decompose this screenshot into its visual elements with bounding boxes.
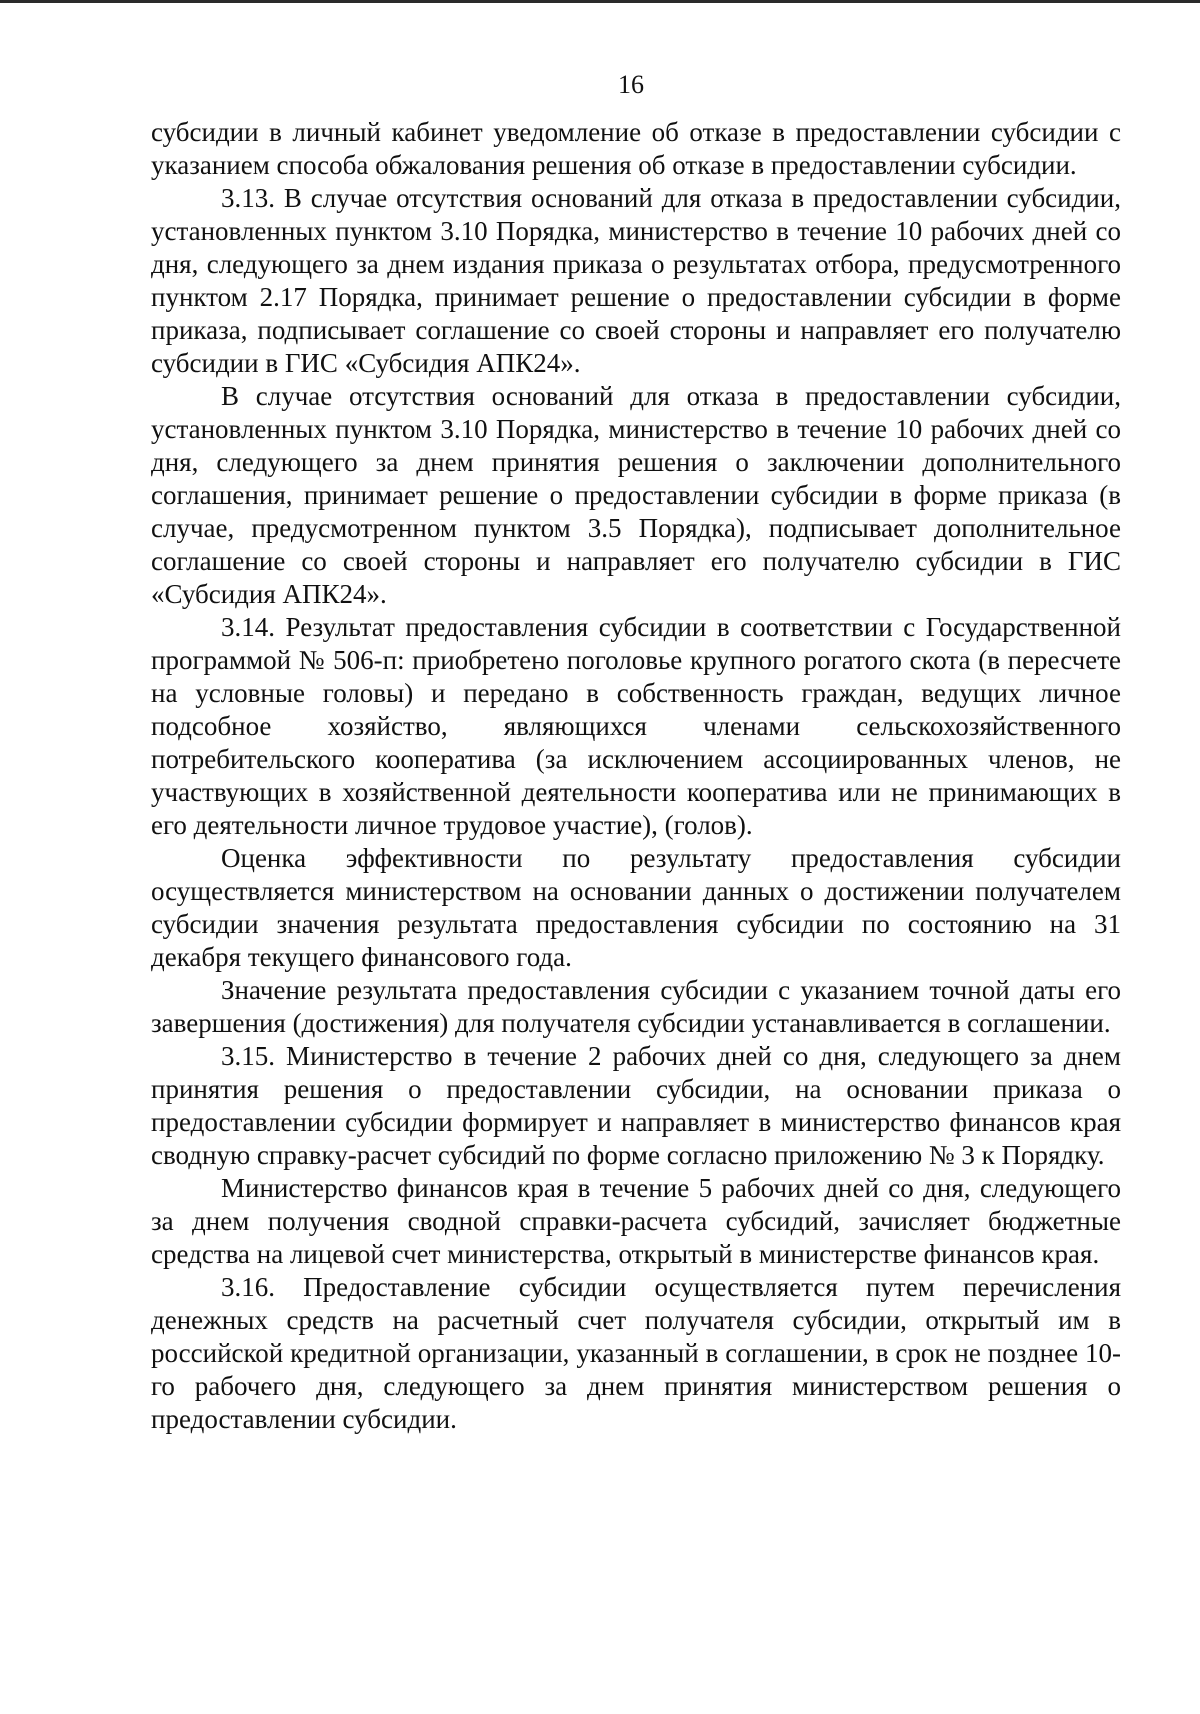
paragraph-result-value: Значение результата предоставления субсидии с указанием точной даты его завершения (достижения) для получателя субсидии устанавливается в соглашении. (151, 975, 1121, 1038)
paragraph-efficiency-assessment: Оценка эффективности по результату предоставления субсидии осуществляется министерством на основании данных о достижении получателем субсидии значения результата предоставления субсидии по состоянию на 31 декабря текущего финансового года. (151, 843, 1121, 972)
paragraph-finance-ministry: Министерство финансов края в течение 5 рабочих дней со дня, следующего за днем получения сводной справки-расчета субсидий, зачисляет бюджетные средства на лицевой счет министерства, открытый в министерстве финансов края. (151, 1173, 1121, 1269)
paragraph-3-14: 3.14. Результат предоставления субсидии в соответствии с Государственной программой № 506-п: приобретено поголовье крупного рогатого скота (в пересчете на условные головы) и передано в собственность граждан, ведущих личное подсобное хозяйство, являющихся членами сельскохозяйственного потребительского кооператива (за исключением ассоциированных членов, не участвующих в хозяйственной деятельности кооператива или не принимающих в его деятельности личное трудовое участие), (голов). (151, 612, 1121, 840)
paragraph-3-13: 3.13. В случае отсутствия оснований для отказа в предоставлении субсидии, установленных пунктом 3.10 Порядка, министерство в течение 10 рабочих дней со дня, следующего за днем издания приказа о результатах отбора, предусмотренного пунктом 2.17 Порядка, принимает решение о предоставлении субсидии в форме приказа, подписывает соглашение со своей стороны и направляет его получателю субсидии в ГИС «Субсидия АПК24». (151, 183, 1121, 378)
document-body (151, 116, 1121, 1436)
top-border-line (0, 0, 1200, 3)
paragraph-3-15: 3.15. Министерство в течение 2 рабочих дней со дня, следующего за днем принятия решения о предоставлении субсидии, на основании приказа о предоставлении субсидии формирует и направляет в министерство финансов края сводную справку-расчет субсидий по форме согласно приложению № 3 к Порядку. (151, 1041, 1121, 1170)
paragraph-continuation: субсидии в личный кабинет уведомление об отказе в предоставлении субсидии с указанием способа обжалования решения об отказе в предоставлении субсидии. (151, 117, 1121, 180)
page-number: 16 (618, 70, 644, 99)
paragraph-3-16: 3.16. Предоставление субсидии осуществляется путем перечисления денежных средств на расчетный счет получателя субсидии, открытый им в российской кредитной организации, указанный в соглашении, в срок не позднее 10-го рабочего дня, следующего за днем принятия министерством решения о предоставлении субсидии. (151, 1272, 1121, 1434)
paragraph-3-13-additional-agreement: В случае отсутствия оснований для отказа в предоставлении субсидии, установленных пунктом 3.10 Порядка, министерство в течение 10 рабочих дней со дня, следующего за днем принятия решения о заключении дополнительного соглашения, принимает решение о предоставлении субсидии в форме приказа (в случае, предусмотренном пунктом 3.5 Порядка), подписывает дополнительное соглашение со своей стороны и направляет его получателю субсидии в ГИС «Субсидия АПК24». (151, 381, 1121, 609)
